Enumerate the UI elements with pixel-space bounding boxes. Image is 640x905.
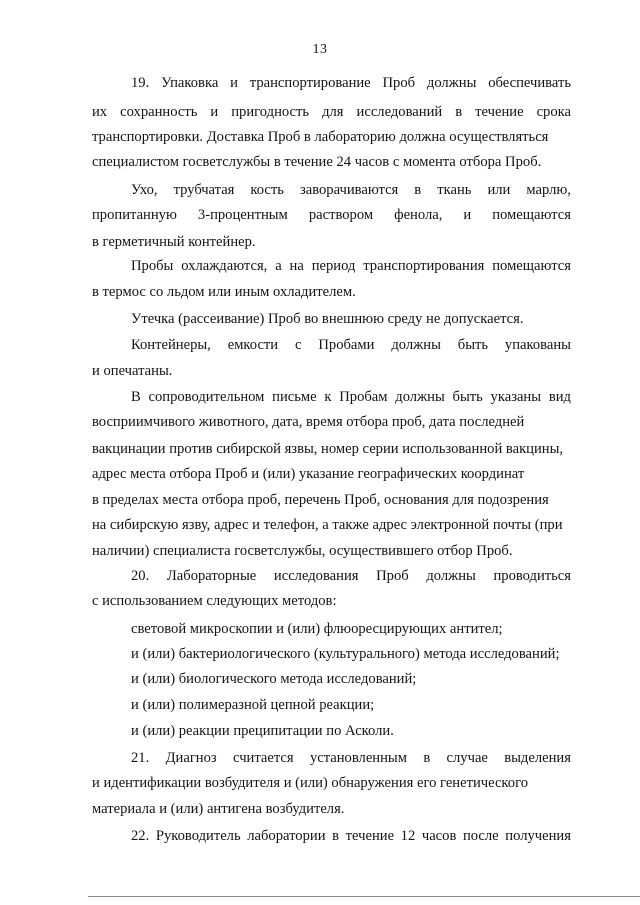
text-line: Ухо, трубчатая кость заворачиваются в ткань или марлю, xyxy=(131,182,571,198)
text-line: наличии) специалиста госветслужбы, осуществившего отбор Проб. xyxy=(92,543,513,559)
text-line: световой микроскопии и (или) флюоресцирующих антител; xyxy=(131,621,503,637)
text-line: Контейнеры, емкости с Пробами должны быть упакованы xyxy=(131,337,571,353)
text-line: в герметичный контейнер. xyxy=(92,234,256,250)
text-line: специалистом госветслужбы в течение 24 часов с момента отбора Проб. xyxy=(92,154,542,170)
text-line: 22. Руководитель лаборатории в течение 12 часов после получения xyxy=(131,828,571,844)
text-line: и (или) полимеразной цепной реакции; xyxy=(131,697,375,713)
text-line: и (или) бактериологического (культурального) метода исследований; xyxy=(131,646,560,662)
text-line: их сохранность и пригодность для исследований в течение срока xyxy=(92,104,571,120)
text-line: В сопроводительном письме к Пробам должны быть указаны вид xyxy=(131,389,571,405)
text-line: адрес места отбора Проб и (или) указание географических координат xyxy=(92,466,525,482)
page-edge-line xyxy=(88,896,640,897)
text-line: 19. Упаковка и транспортирование Проб должны обеспечивать xyxy=(131,75,571,91)
text-line: и опечатаны. xyxy=(92,363,173,379)
text-line: на сибирскую язву, адрес и телефон, а также адрес электронной почты (при xyxy=(92,517,563,533)
text-line: вакцинации против сибирской язвы, номер серии использованной вакцины, xyxy=(92,441,564,457)
text-line: 20. Лабораторные исследования Проб должны проводиться xyxy=(131,568,571,584)
text-line: 21. Диагноз считается установленным в случае выделения xyxy=(131,750,571,766)
text-line: с использованием следующих методов: xyxy=(92,593,337,609)
text-line: восприимчивого животного, дата, время отбора проб, дата последней xyxy=(92,414,525,430)
text-line: Пробы охлаждаются, а на период транспортирования помещаются xyxy=(131,258,571,274)
text-line: в термос со льдом или иным охладителем. xyxy=(92,284,356,300)
text-line: и идентификации возбудителя и (или) обнаружения его генетического xyxy=(92,775,529,791)
text-line: и (или) биологического метода исследований; xyxy=(131,671,417,687)
text-line: пропитанную 3-процентным раствором фенола, и помещаются xyxy=(92,207,571,223)
text-line: транспортировки. Доставка Проб в лабораторию должна осуществляться xyxy=(92,129,549,145)
page-number: 13 xyxy=(312,42,328,57)
text-line: Утечка (рассеивание) Проб во внешнюю среду не допускается. xyxy=(131,311,524,327)
text-line: и (или) реакции преципитации по Асколи. xyxy=(131,723,394,739)
text-line: материала и (или) антигена возбудителя. xyxy=(92,801,345,817)
text-line: в пределах места отбора проб, перечень Проб, основания для подозрения xyxy=(92,492,549,508)
